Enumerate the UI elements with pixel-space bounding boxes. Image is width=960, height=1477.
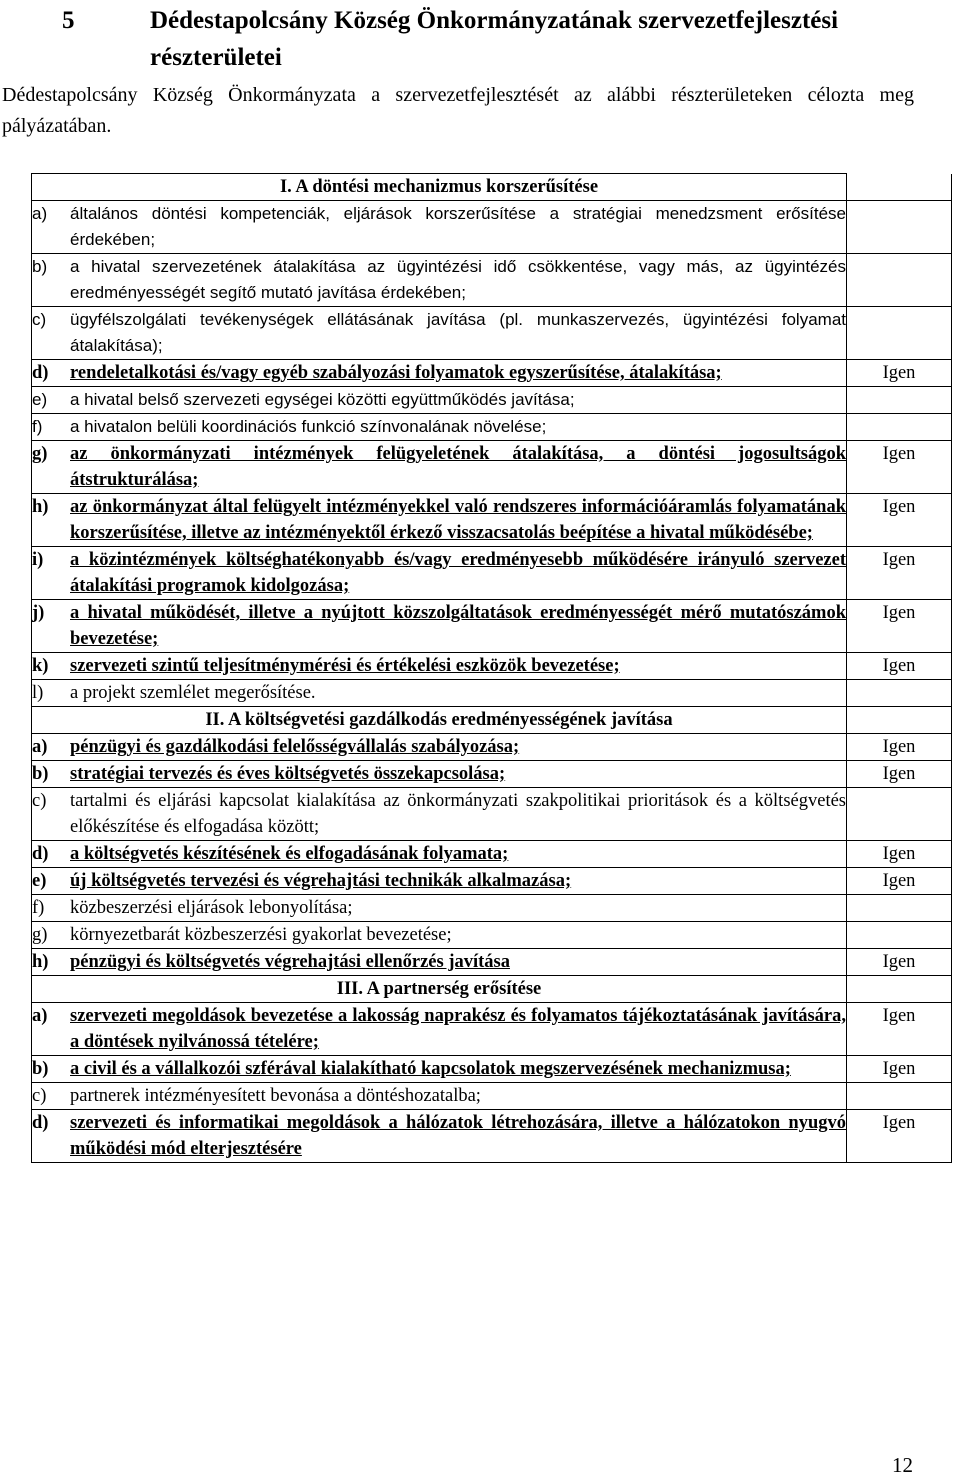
item-status bbox=[847, 680, 952, 707]
item-text: ügyfélszolgálati tevékenységek ellátásának javítása (pl. munkaszervezés, ügyintézési folyamat átalakítása); bbox=[70, 310, 846, 355]
section-header-title: II. A költségvetési gazdálkodás eredményességének javítása bbox=[205, 710, 673, 730]
item-status: Igen bbox=[847, 600, 952, 653]
section-header-title: I. A döntési mechanizmus korszerűsítése bbox=[279, 177, 599, 197]
section-header-status-cell bbox=[847, 707, 952, 734]
item-text: környezetbarát közbeszerzési gyakorlat bevezetése; bbox=[70, 925, 452, 945]
section-header-row bbox=[32, 707, 952, 734]
item-cell bbox=[32, 1110, 847, 1163]
item-text: a hivatal szervezetének átalakítása az ügyintézési idő csökkentése, vagy más, az ügyintézés eredményességét segítő mutató javítása érdekében; bbox=[70, 257, 846, 302]
table-row bbox=[32, 494, 952, 547]
table-row bbox=[32, 841, 952, 868]
item-text: a projekt szemlélet megerősítése. bbox=[70, 683, 316, 703]
item-status: Igen bbox=[847, 841, 952, 868]
table-row bbox=[32, 387, 952, 414]
page-number: 12 bbox=[892, 1453, 913, 1477]
section-header-title: III. A partnerség erősítése bbox=[336, 979, 542, 999]
item-status bbox=[847, 922, 952, 949]
item-letter: g) bbox=[32, 925, 48, 945]
table-row bbox=[32, 761, 952, 788]
item-text: szervezeti és informatikai megoldások a hálózatok létrehozására, illetve a hálózatokon nyugvó működési mód elterjesztésére bbox=[70, 1113, 846, 1159]
item-status: Igen bbox=[847, 734, 952, 761]
item-letter: b) bbox=[32, 1059, 49, 1079]
item-text: a költségvetés készítésének és elfogadásának folyamata; bbox=[70, 844, 509, 864]
item-status: Igen bbox=[847, 653, 952, 680]
item-cell bbox=[32, 387, 847, 414]
table-row bbox=[32, 600, 952, 653]
item-cell bbox=[32, 414, 847, 441]
section-header-row bbox=[32, 174, 952, 201]
intro-paragraph: Dédestapolcsány Község Önkormányzata a szervezetfejlesztését az alábbi részterületeken célozta meg pályázatában. bbox=[2, 84, 914, 137]
item-status: Igen bbox=[847, 761, 952, 788]
item-cell bbox=[32, 1083, 847, 1110]
table-row bbox=[32, 680, 952, 707]
item-text: szervezeti megoldások bevezetése a lakosság naprakész és folyamatos tájékoztatásának javítására, a döntések nyilvánossá tételére; bbox=[70, 1006, 846, 1052]
item-letter: c) bbox=[32, 1086, 47, 1106]
item-cell bbox=[32, 307, 847, 360]
item-letter: a) bbox=[32, 204, 48, 223]
section-title: Dédestapolcsány Község Önkormányzatának szervezetfejlesztési részterületei bbox=[150, 7, 839, 71]
item-letter: h) bbox=[32, 952, 49, 972]
item-cell bbox=[32, 1056, 847, 1083]
item-text: a civil és a vállalkozói szférával kialakítható kapcsolatok megszervezésének mechanizmusa; bbox=[70, 1059, 791, 1079]
item-letter: e) bbox=[32, 390, 48, 409]
table-row bbox=[32, 414, 952, 441]
table-row bbox=[32, 1056, 952, 1083]
item-cell bbox=[32, 922, 847, 949]
item-cell bbox=[32, 201, 847, 254]
item-letter: j) bbox=[32, 603, 45, 623]
item-letter: i) bbox=[32, 550, 44, 570]
item-letter: a) bbox=[32, 737, 48, 757]
item-status bbox=[847, 788, 952, 841]
item-text: rendeletalkotási és/vagy egyéb szabályozási folyamatok egyszerűsítése, átalakítása; bbox=[70, 363, 722, 383]
item-cell bbox=[32, 841, 847, 868]
table-row bbox=[32, 441, 952, 494]
item-text: stratégiai tervezés és éves költségvetés összekapcsolása; bbox=[70, 764, 506, 784]
item-text: a hivatal működését, illetve a nyújtott közszolgáltatások eredményességét mérő mutatószámok bevezetése; bbox=[70, 603, 846, 649]
table-row bbox=[32, 868, 952, 895]
item-status: Igen bbox=[847, 868, 952, 895]
item-text: a hivatal belső szervezeti egységei közötti együttműködés javítása; bbox=[70, 390, 575, 409]
item-cell bbox=[32, 761, 847, 788]
item-letter: c) bbox=[32, 791, 47, 811]
table-row bbox=[32, 254, 952, 307]
item-letter: h) bbox=[32, 497, 49, 517]
item-text: tartalmi és eljárási kapcsolat kialakítása az önkormányzati szakpolitikai prioritások és a költségvetés előkészítése és elfogadása között; bbox=[70, 791, 846, 837]
item-letter: d) bbox=[32, 844, 49, 864]
item-status: Igen bbox=[847, 1003, 952, 1056]
item-cell bbox=[32, 441, 847, 494]
item-status bbox=[847, 1083, 952, 1110]
item-cell bbox=[32, 600, 847, 653]
table-row bbox=[32, 1083, 952, 1110]
item-text: általános döntési kompetenciák, eljárások korszerűsítése a stratégiai menedzsment erősítése érdekében; bbox=[70, 204, 846, 249]
table-row bbox=[32, 1003, 952, 1056]
item-letter: f) bbox=[32, 417, 43, 436]
item-letter: d) bbox=[32, 363, 49, 383]
item-letter: f) bbox=[32, 898, 45, 918]
table-row bbox=[32, 949, 952, 976]
item-cell bbox=[32, 895, 847, 922]
item-status: Igen bbox=[847, 547, 952, 600]
item-cell bbox=[32, 949, 847, 976]
item-text: új költségvetés tervezési és végrehajtási technikák alkalmazása; bbox=[70, 871, 572, 891]
item-text: az önkormányzati intézmények felügyeletének átalakítása, a döntési jogosultságok átstrukturálása; bbox=[70, 444, 846, 490]
item-status bbox=[847, 387, 952, 414]
table-row bbox=[32, 788, 952, 841]
item-letter: a) bbox=[32, 1006, 48, 1026]
section-header-status-cell bbox=[847, 976, 952, 1003]
item-status bbox=[847, 307, 952, 360]
table-row bbox=[32, 895, 952, 922]
item-status bbox=[847, 895, 952, 922]
item-cell bbox=[32, 547, 847, 600]
item-status: Igen bbox=[847, 1056, 952, 1083]
item-text: a hivatalon belüli koordinációs funkció színvonalának növelése; bbox=[70, 417, 547, 436]
item-text: partnerek intézményesített bevonása a döntéshozatalba; bbox=[70, 1086, 481, 1106]
table-row bbox=[32, 734, 952, 761]
table-row bbox=[32, 922, 952, 949]
item-status bbox=[847, 414, 952, 441]
table-row bbox=[32, 201, 952, 254]
section-header bbox=[32, 707, 847, 734]
item-cell bbox=[32, 653, 847, 680]
item-text: pénzügyi és gazdálkodási felelősségvállalás szabályozása; bbox=[70, 737, 520, 757]
item-cell bbox=[32, 494, 847, 547]
section-header bbox=[32, 174, 847, 201]
item-cell bbox=[32, 360, 847, 387]
item-letter: b) bbox=[32, 764, 49, 784]
item-letter: l) bbox=[32, 683, 44, 703]
item-letter: d) bbox=[32, 1113, 49, 1133]
item-letter: c) bbox=[32, 310, 47, 329]
item-text: az önkormányzat által felügyelt intézményekkel való rendszeres információáramlás folyamatának korszerűsítése, illetve az intézményektől érkező visszacsatolás beépítése a hivatal működésébe; bbox=[70, 497, 846, 543]
section-header-row bbox=[32, 976, 952, 1003]
item-status bbox=[847, 254, 952, 307]
item-status: Igen bbox=[847, 360, 952, 387]
item-status: Igen bbox=[847, 441, 952, 494]
item-letter: k) bbox=[32, 656, 49, 676]
table-row bbox=[32, 653, 952, 680]
section-header-status-cell bbox=[847, 174, 952, 201]
development-areas-table bbox=[31, 173, 952, 1163]
item-text: a közintézmények költséghatékonyabb és/vagy eredményesebb működésére irányuló szervezet átalakítási programok kidolgozása; bbox=[70, 550, 846, 596]
table-row bbox=[32, 307, 952, 360]
item-status bbox=[847, 201, 952, 254]
item-text: szervezeti szintű teljesítménymérési és értékelési eszközök bevezetése; bbox=[70, 656, 620, 676]
item-cell bbox=[32, 1003, 847, 1056]
section-number: 5 bbox=[62, 7, 75, 34]
table-row bbox=[32, 360, 952, 387]
item-cell bbox=[32, 254, 847, 307]
table-row bbox=[32, 1110, 952, 1163]
item-status: Igen bbox=[847, 949, 952, 976]
item-letter: g) bbox=[32, 444, 48, 464]
section-header bbox=[32, 976, 847, 1003]
item-cell bbox=[32, 680, 847, 707]
table-row bbox=[32, 547, 952, 600]
item-letter: b) bbox=[32, 257, 48, 276]
item-cell bbox=[32, 868, 847, 895]
item-text: pénzügyi és költségvetés végrehajtási ellenőrzés javítása bbox=[70, 952, 510, 972]
item-text: közbeszerzési eljárások lebonyolítása; bbox=[70, 898, 353, 918]
item-letter: e) bbox=[32, 871, 47, 891]
item-status: Igen bbox=[847, 494, 952, 547]
item-cell bbox=[32, 734, 847, 761]
item-cell bbox=[32, 788, 847, 841]
item-status: Igen bbox=[847, 1110, 952, 1163]
